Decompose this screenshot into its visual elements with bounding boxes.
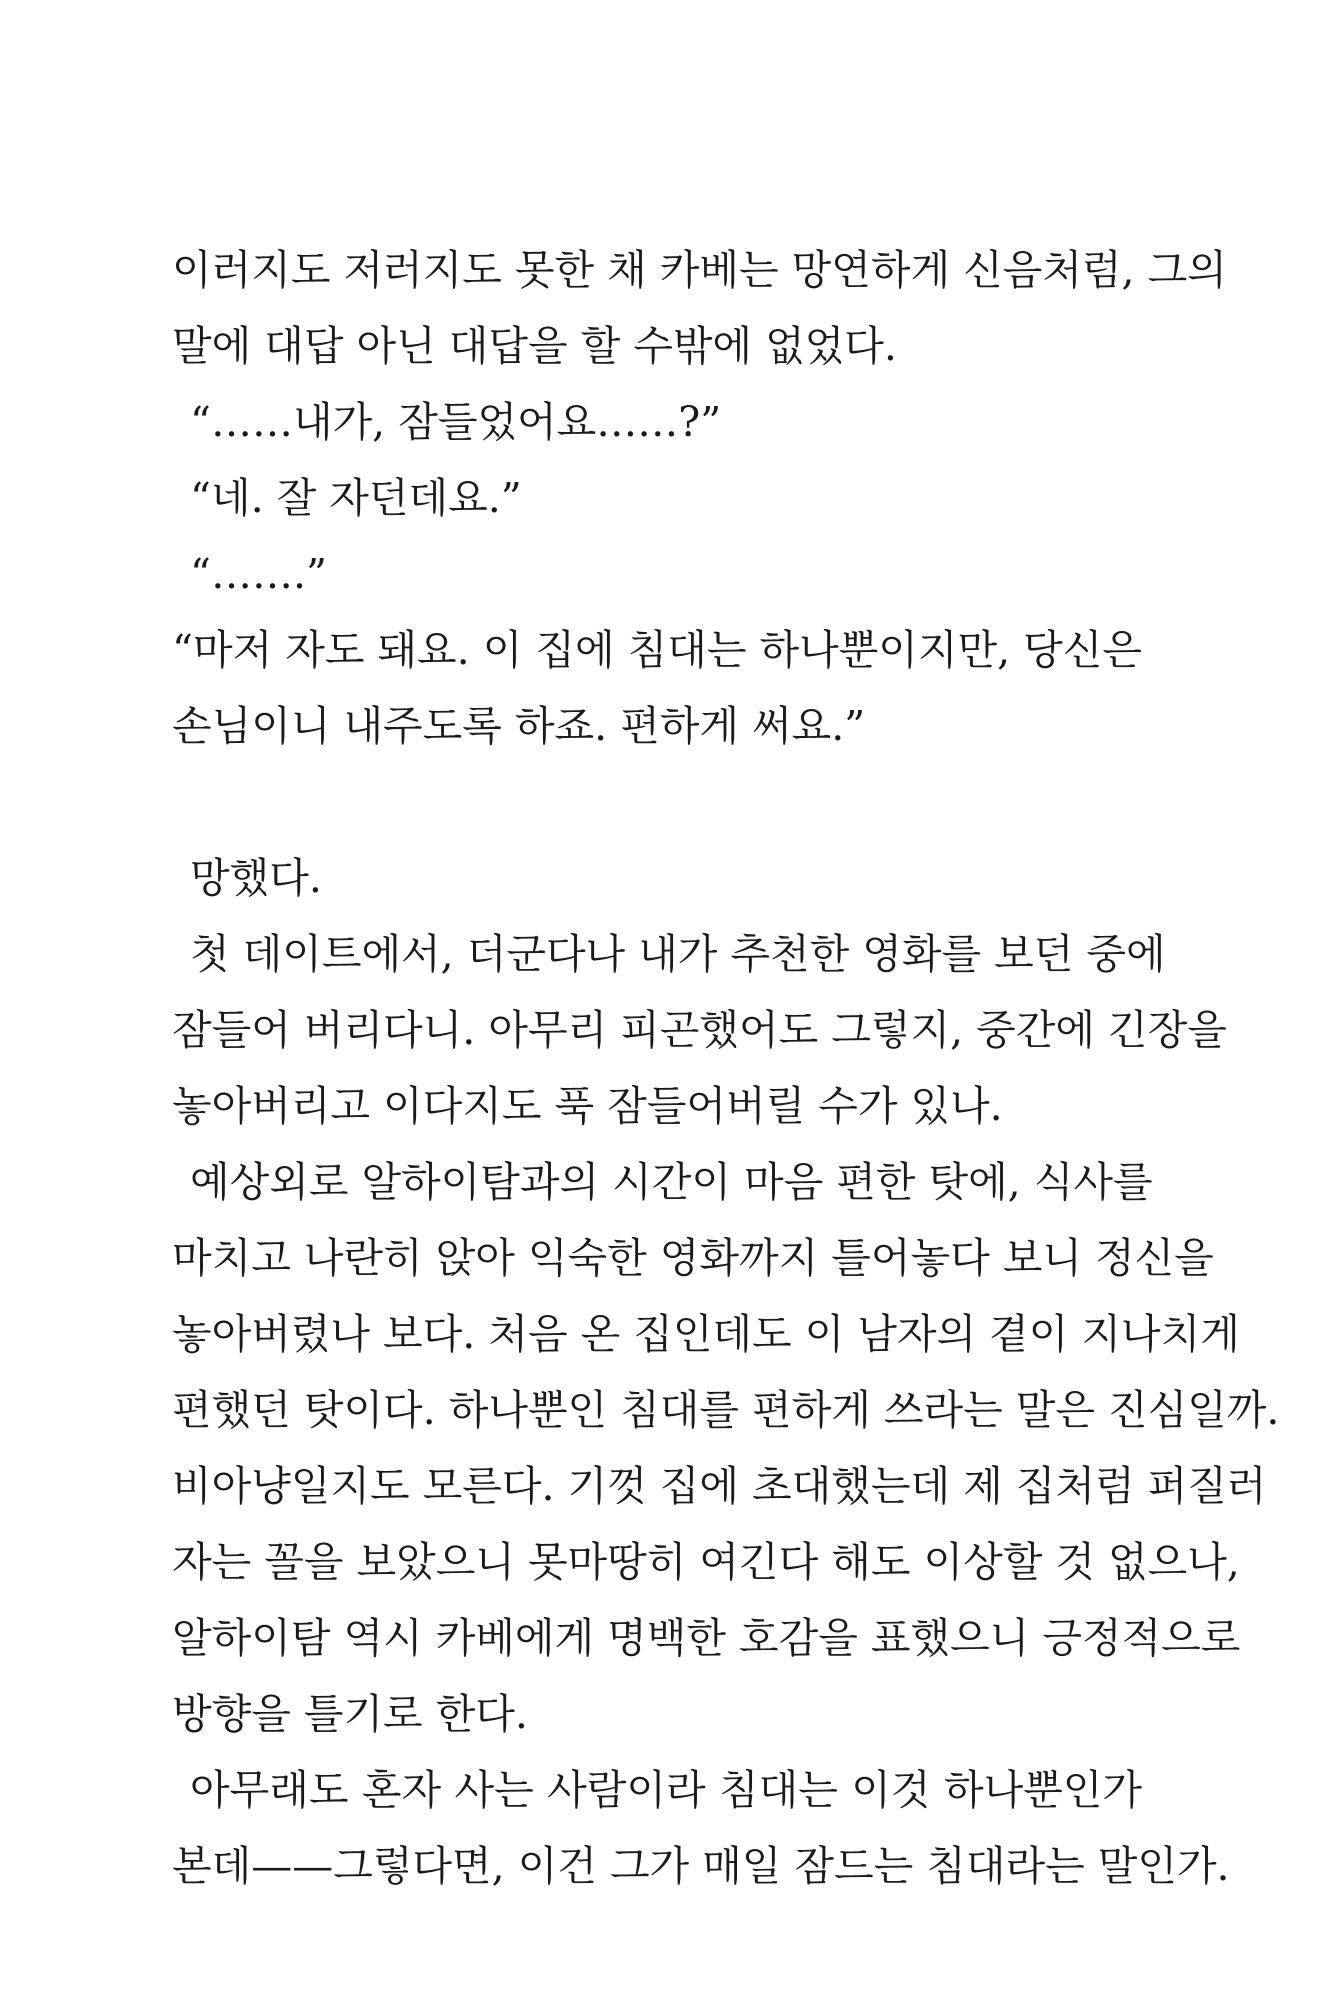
text-line: 본데——그렇다면, 이건 그가 매일 잠드는 침대라는 말인가.: [172, 1842, 1230, 1890]
body-text: [172, 232, 1280, 1904]
text-line: 아무래도 혼자 사는 사람이라 침대는 이것 하나뿐인가: [190, 1766, 1142, 1814]
text-line: 자는 꼴을 보았으니 못마땅히 여긴다 해도 이상할 것 없으나,: [172, 1538, 1240, 1586]
text-line: 예상외로 알하이탐과의 시간이 마음 편한 탓에, 식사를: [190, 1158, 1153, 1206]
text-line: 비아냥일지도 모른다. 기껏 집에 초대했는데 제 집처럼 퍼질러: [172, 1462, 1267, 1510]
text-line: 편했던 탓이다. 하나뿐인 침대를 편하게 쓰라는 말은 진심일까.: [172, 1386, 1280, 1434]
dialogue-line: “…….”: [190, 550, 327, 598]
text-line: 망했다.: [190, 854, 322, 902]
text-line: 말에 대답 아닌 대답을 할 수밖에 없었다.: [172, 322, 897, 370]
dialogue-line: “마저 자도 돼요. 이 집에 침대는 하나뿐이지만, 당신은: [172, 626, 1142, 674]
section-break: [172, 764, 1142, 840]
text-line: 놓아버리고 이다지도 푹 잠들어버릴 수가 있나.: [172, 1082, 1003, 1130]
text-line: 이러지도 저러지도 못한 채 카베는 망연하게 신음처럼, 그의: [172, 246, 1227, 294]
dialogue-line: 손님이니 내주도록 하죠. 편하게 써요.”: [172, 702, 866, 750]
text-line: 알하이탐 역시 카베에게 명백한 호감을 표했으니 긍정적으로: [172, 1614, 1241, 1662]
text-line: 첫 데이트에서, 더군다나 내가 추천한 영화를 보던 중에: [190, 930, 1166, 978]
text-line: 마치고 나란히 앉아 익숙한 영화까지 틀어놓다 보니 정신을: [172, 1234, 1214, 1282]
dialogue-line: “……내가, 잠들었어요……?”: [190, 398, 722, 446]
text-line: 잠들어 버리다니. 아무리 피곤했어도 그렇지, 중간에 긴장을: [172, 1006, 1227, 1054]
text-line: 놓아버렸나 보다. 처음 온 집인데도 이 남자의 곁이 지나치게: [172, 1310, 1240, 1358]
dialogue-line: “네. 잘 자던데요.”: [190, 474, 522, 522]
text-line: 방향을 틀기로 한다.: [172, 1690, 528, 1738]
